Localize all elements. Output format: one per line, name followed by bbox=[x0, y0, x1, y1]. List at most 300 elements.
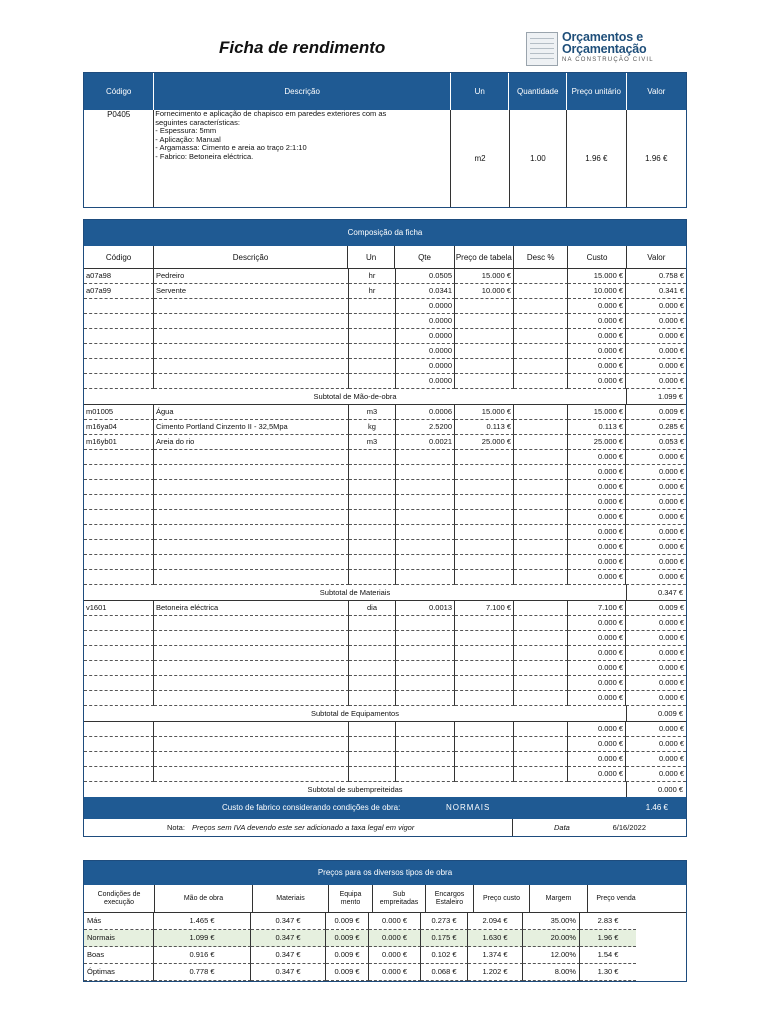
table-row bbox=[84, 661, 686, 676]
prices-cell: 8.00% bbox=[523, 964, 580, 981]
table-cell: dia bbox=[349, 601, 396, 616]
table-cell: 0.000 € bbox=[568, 344, 626, 359]
table-cell bbox=[455, 374, 514, 389]
prices-cell: 35.00% bbox=[523, 913, 580, 930]
table-row bbox=[84, 601, 686, 616]
table-cell: 0.000 € bbox=[568, 722, 626, 737]
table-row bbox=[84, 465, 686, 480]
prices-cell: 0.000 € bbox=[369, 930, 421, 947]
table-cell bbox=[455, 661, 514, 676]
prices-cell: Normais bbox=[84, 930, 154, 947]
table-cell bbox=[349, 646, 396, 661]
table-cell bbox=[514, 269, 568, 284]
logo-document-icon bbox=[526, 32, 558, 66]
col-un: Un bbox=[451, 73, 510, 110]
table-row bbox=[84, 299, 686, 314]
table-cell: 0.000 € bbox=[568, 737, 626, 752]
table-cell bbox=[349, 676, 396, 691]
item-un: m2 bbox=[451, 110, 509, 207]
table-cell: 0.000 € bbox=[568, 767, 626, 782]
table-cell bbox=[349, 752, 396, 767]
prices-cell: 0.009 € bbox=[326, 930, 369, 947]
table-cell bbox=[396, 631, 455, 646]
logo-text-2: Orçamentação bbox=[562, 42, 647, 56]
table-cell: 7.100 € bbox=[455, 601, 514, 616]
table-cell: Servente bbox=[154, 284, 349, 299]
table-row bbox=[84, 631, 686, 646]
prices-row bbox=[84, 947, 686, 964]
table-cell: 0.758 € bbox=[626, 269, 686, 284]
table-cell bbox=[455, 646, 514, 661]
date-value: 6/16/2022 bbox=[612, 823, 646, 832]
prices-cell: 0.009 € bbox=[326, 947, 369, 964]
table-cell: 0.000 € bbox=[568, 374, 626, 389]
table-cell bbox=[514, 737, 568, 752]
prices-cell: Boas bbox=[84, 947, 154, 964]
table-cell bbox=[396, 752, 455, 767]
equipment-rows bbox=[84, 601, 686, 706]
table-cell bbox=[514, 540, 568, 555]
table-cell bbox=[514, 450, 568, 465]
table-cell: 0.000 € bbox=[626, 525, 686, 540]
table-cell: 0.113 € bbox=[455, 420, 514, 435]
table-cell: 0.000 € bbox=[626, 661, 686, 676]
prices-header-cell: Mão de obra bbox=[155, 885, 253, 912]
prices-cell: 1.30 € bbox=[580, 964, 636, 981]
table-cell bbox=[514, 752, 568, 767]
table-cell bbox=[349, 299, 396, 314]
table-cell bbox=[84, 374, 154, 389]
table-cell bbox=[154, 329, 349, 344]
table-cell bbox=[84, 480, 154, 495]
table-cell: 0.0013 bbox=[396, 601, 455, 616]
table-cell bbox=[349, 631, 396, 646]
table-cell bbox=[514, 616, 568, 631]
prices-title: Preços para os diversos tipos de obra bbox=[84, 861, 686, 885]
table-row bbox=[84, 676, 686, 691]
subtotal-labor: Subtotal de Mão-de-obra 1.099 € bbox=[84, 389, 686, 405]
composition-title: Composição da ficha bbox=[84, 220, 686, 246]
table-cell bbox=[455, 752, 514, 767]
prices-cell: 1.374 € bbox=[468, 947, 523, 964]
table-row bbox=[84, 570, 686, 585]
table-cell bbox=[154, 465, 349, 480]
table-cell: m3 bbox=[349, 435, 396, 450]
table-cell bbox=[84, 616, 154, 631]
table-cell: 15.000 € bbox=[568, 269, 626, 284]
table-cell bbox=[349, 737, 396, 752]
table-cell bbox=[154, 691, 349, 706]
prices-cell: 1.202 € bbox=[468, 964, 523, 981]
table-row bbox=[84, 420, 686, 435]
table-cell bbox=[84, 752, 154, 767]
prices-row bbox=[84, 913, 686, 930]
table-cell: 0.000 € bbox=[626, 329, 686, 344]
table-cell: 0.0000 bbox=[396, 329, 455, 344]
table-cell bbox=[84, 299, 154, 314]
subtotal-materials: Subtotal de Materiais 0.347 € bbox=[84, 585, 686, 601]
table-cell: 0.341 € bbox=[626, 284, 686, 299]
table-cell bbox=[154, 661, 349, 676]
table-cell: 0.0021 bbox=[396, 435, 455, 450]
table-cell bbox=[84, 495, 154, 510]
table-cell: 0.000 € bbox=[568, 510, 626, 525]
table-cell bbox=[84, 570, 154, 585]
table-cell bbox=[514, 344, 568, 359]
table-row bbox=[84, 284, 686, 299]
table-cell bbox=[514, 601, 568, 616]
table-cell: a07a98 bbox=[84, 269, 154, 284]
prices-cell: 1.96 € bbox=[580, 930, 636, 947]
table-cell bbox=[84, 691, 154, 706]
table-cell: 0.000 € bbox=[626, 691, 686, 706]
table-cell bbox=[349, 767, 396, 782]
table-row bbox=[84, 359, 686, 374]
table-cell: 15.000 € bbox=[568, 405, 626, 420]
table-cell bbox=[84, 344, 154, 359]
table-cell bbox=[154, 510, 349, 525]
table-cell: 0.000 € bbox=[626, 722, 686, 737]
col-preco: Preço unitário bbox=[567, 73, 627, 110]
table-cell bbox=[514, 284, 568, 299]
table-cell bbox=[455, 767, 514, 782]
table-cell bbox=[154, 480, 349, 495]
table-cell bbox=[455, 450, 514, 465]
table-cell bbox=[396, 555, 455, 570]
table-cell bbox=[514, 691, 568, 706]
table-cell bbox=[396, 691, 455, 706]
table-cell bbox=[349, 540, 396, 555]
table-cell bbox=[514, 420, 568, 435]
item-descricao: Fornecimento e aplicação de chapisco em paredes exteriores com as seguintes características: - Espessura: 5mm - Aplicação: Manual - Argamassa: Cimento e areia ao traço 2:1:10 - Fabrico: Betoneira eléctrica. bbox=[154, 110, 451, 207]
table-cell: 0.000 € bbox=[626, 344, 686, 359]
page-title: Ficha de rendimento bbox=[219, 38, 386, 57]
prices-cell: 0.009 € bbox=[326, 964, 369, 981]
table-cell bbox=[514, 465, 568, 480]
table-cell bbox=[514, 525, 568, 540]
table-cell: 0.0000 bbox=[396, 359, 455, 374]
table-cell bbox=[455, 616, 514, 631]
table-cell bbox=[349, 555, 396, 570]
item-quantidade: 1.00 bbox=[510, 110, 567, 207]
table-cell bbox=[455, 570, 514, 585]
materials-rows bbox=[84, 405, 686, 585]
prices-cell: 2.83 € bbox=[580, 913, 636, 930]
table-cell bbox=[514, 510, 568, 525]
prices-cell: 0.916 € bbox=[154, 947, 251, 964]
table-cell bbox=[349, 450, 396, 465]
table-cell bbox=[396, 676, 455, 691]
table-cell: 0.000 € bbox=[568, 661, 626, 676]
table-cell bbox=[349, 359, 396, 374]
prices-table bbox=[83, 860, 687, 982]
prices-cell: 0.068 € bbox=[421, 964, 468, 981]
table-cell: m3 bbox=[349, 405, 396, 420]
prices-header-cell: Encargos Estaleiro bbox=[426, 885, 474, 912]
table-cell: 0.000 € bbox=[568, 359, 626, 374]
table-row bbox=[84, 435, 686, 450]
table-cell bbox=[154, 767, 349, 782]
table-cell bbox=[154, 359, 349, 374]
table-cell: 0.000 € bbox=[568, 480, 626, 495]
table-cell: 0.000 € bbox=[626, 495, 686, 510]
table-cell: 0.000 € bbox=[626, 646, 686, 661]
table-cell: 0.000 € bbox=[626, 359, 686, 374]
table-cell bbox=[455, 722, 514, 737]
prices-cell: Óptimas bbox=[84, 964, 154, 981]
table-cell: 0.0006 bbox=[396, 405, 455, 420]
table-row bbox=[84, 450, 686, 465]
col-valor: Valor bbox=[647, 87, 666, 96]
table-cell bbox=[349, 465, 396, 480]
table-cell bbox=[154, 570, 349, 585]
table-cell: 15.000 € bbox=[455, 269, 514, 284]
table-cell: 0.000 € bbox=[626, 752, 686, 767]
logo-text-3: NA CONSTRUÇÃO CIVIL bbox=[562, 57, 654, 63]
table-cell: m16ya04 bbox=[84, 420, 154, 435]
table-cell: 2.5200 bbox=[396, 420, 455, 435]
table-cell bbox=[514, 631, 568, 646]
prices-header bbox=[84, 885, 686, 913]
table-cell bbox=[396, 661, 455, 676]
prices-row bbox=[84, 964, 686, 981]
table-cell bbox=[514, 314, 568, 329]
table-cell bbox=[396, 767, 455, 782]
table-cell: 10.000 € bbox=[455, 284, 514, 299]
table-cell bbox=[84, 646, 154, 661]
table-cell bbox=[154, 495, 349, 510]
prices-cell: 0.273 € bbox=[421, 913, 468, 930]
table-cell bbox=[455, 359, 514, 374]
table-cell: 25.000 € bbox=[455, 435, 514, 450]
table-cell bbox=[396, 540, 455, 555]
table-row bbox=[84, 691, 686, 706]
table-cell: 0.000 € bbox=[626, 374, 686, 389]
prices-cell: 12.00% bbox=[523, 947, 580, 964]
table-row bbox=[84, 329, 686, 344]
table-cell bbox=[455, 465, 514, 480]
table-row bbox=[84, 405, 686, 420]
table-cell: 0.000 € bbox=[626, 631, 686, 646]
table-row bbox=[84, 737, 686, 752]
subtotal-subcontract: Subtotal de subempreiteidas 0.000 € bbox=[84, 782, 686, 797]
table-cell: 0.000 € bbox=[626, 570, 686, 585]
composition-table bbox=[83, 219, 687, 837]
table-cell bbox=[349, 510, 396, 525]
labor-rows bbox=[84, 269, 686, 389]
col-codigo: Código bbox=[84, 73, 154, 110]
table-cell: 0.000 € bbox=[568, 646, 626, 661]
table-row bbox=[84, 540, 686, 555]
table-cell bbox=[514, 480, 568, 495]
table-cell: 0.000 € bbox=[568, 676, 626, 691]
table-row bbox=[84, 374, 686, 389]
table-cell: 0.0000 bbox=[396, 344, 455, 359]
table-cell bbox=[154, 646, 349, 661]
table-cell bbox=[455, 314, 514, 329]
table-cell bbox=[84, 631, 154, 646]
subcontract-rows bbox=[84, 722, 686, 782]
table-cell: 0.000 € bbox=[626, 676, 686, 691]
table-cell bbox=[84, 555, 154, 570]
table-cell bbox=[514, 767, 568, 782]
composition-header: Código Descrição Un Qte Preço de tabela Desc % Custo Valor bbox=[84, 246, 686, 269]
table-cell bbox=[514, 676, 568, 691]
prices-cell: 0.347 € bbox=[251, 964, 326, 981]
table-cell bbox=[514, 495, 568, 510]
table-cell: 0.285 € bbox=[626, 420, 686, 435]
table-cell bbox=[396, 646, 455, 661]
table-row bbox=[84, 269, 686, 284]
prices-header-cell: Materiais bbox=[253, 885, 329, 912]
table-cell: 0.009 € bbox=[626, 405, 686, 420]
prices-cell: 0.000 € bbox=[369, 947, 421, 964]
table-cell bbox=[396, 495, 455, 510]
table-cell bbox=[84, 722, 154, 737]
table-cell bbox=[349, 495, 396, 510]
table-cell bbox=[514, 299, 568, 314]
table-cell bbox=[84, 450, 154, 465]
table-cell: 0.000 € bbox=[626, 450, 686, 465]
table-cell bbox=[514, 661, 568, 676]
table-cell bbox=[396, 480, 455, 495]
subtotal-equipment: Subtotal de Equipamentos 0.009 € bbox=[84, 706, 686, 722]
prices-header-cell: Preço custo bbox=[474, 885, 530, 912]
table-row bbox=[84, 314, 686, 329]
table-cell: 0.000 € bbox=[626, 299, 686, 314]
table-row bbox=[84, 344, 686, 359]
table-cell: hr bbox=[349, 284, 396, 299]
table-row bbox=[84, 616, 686, 631]
table-cell: 0.000 € bbox=[626, 314, 686, 329]
table-cell bbox=[514, 329, 568, 344]
prices-header-cell: Equipa mento bbox=[329, 885, 373, 912]
table-cell bbox=[396, 465, 455, 480]
table-cell bbox=[84, 540, 154, 555]
table-row bbox=[84, 555, 686, 570]
prices-cell: Más bbox=[84, 913, 154, 930]
table-cell bbox=[154, 525, 349, 540]
table-cell: 0.000 € bbox=[568, 314, 626, 329]
table-cell: 0.000 € bbox=[626, 465, 686, 480]
table-cell: Cimento Portland Cinzento II - 32,5Mpa bbox=[154, 420, 349, 435]
table-row bbox=[84, 752, 686, 767]
table-cell bbox=[455, 691, 514, 706]
prices-rows bbox=[84, 913, 686, 981]
prices-cell: 20.00% bbox=[523, 930, 580, 947]
table-cell bbox=[84, 314, 154, 329]
prices-cell: 1.630 € bbox=[468, 930, 523, 947]
table-row bbox=[84, 510, 686, 525]
condition-value: NORMAIS bbox=[446, 803, 491, 812]
table-cell bbox=[84, 767, 154, 782]
table-cell: Betoneira eléctrica bbox=[154, 601, 349, 616]
table-cell: 0.0341 bbox=[396, 284, 455, 299]
table-cell: 0.000 € bbox=[626, 540, 686, 555]
table-cell: 0.000 € bbox=[568, 329, 626, 344]
table-cell bbox=[154, 344, 349, 359]
table-cell bbox=[84, 676, 154, 691]
prices-header-cell: Sub empreitadas bbox=[373, 885, 426, 912]
table-cell bbox=[84, 737, 154, 752]
prices-header-cell: Preço venda bbox=[596, 894, 636, 902]
table-cell bbox=[349, 480, 396, 495]
table-cell bbox=[455, 344, 514, 359]
table-cell bbox=[396, 722, 455, 737]
table-cell bbox=[455, 555, 514, 570]
col-descricao: Descrição bbox=[154, 73, 451, 110]
table-cell: 0.0000 bbox=[396, 374, 455, 389]
table-cell: 0.000 € bbox=[568, 631, 626, 646]
table-cell bbox=[514, 374, 568, 389]
prices-cell: 0.778 € bbox=[154, 964, 251, 981]
table-cell bbox=[154, 314, 349, 329]
table-cell: Água bbox=[154, 405, 349, 420]
table-cell: 0.000 € bbox=[568, 616, 626, 631]
table-cell bbox=[154, 616, 349, 631]
table-cell bbox=[455, 540, 514, 555]
table-cell bbox=[455, 737, 514, 752]
prices-cell: 2.094 € bbox=[468, 913, 523, 930]
table-cell bbox=[349, 329, 396, 344]
table-row bbox=[84, 495, 686, 510]
table-cell bbox=[349, 525, 396, 540]
item-table bbox=[83, 72, 687, 208]
table-cell bbox=[349, 344, 396, 359]
table-cell: 0.000 € bbox=[626, 480, 686, 495]
table-cell bbox=[396, 616, 455, 631]
table-cell: 25.000 € bbox=[568, 435, 626, 450]
table-cell bbox=[349, 570, 396, 585]
table-cell: 0.000 € bbox=[626, 767, 686, 782]
table-cell bbox=[514, 570, 568, 585]
table-cell bbox=[154, 374, 349, 389]
prices-cell: 0.347 € bbox=[251, 913, 326, 930]
logo-text-1: Orçamentos e bbox=[562, 30, 643, 44]
table-cell: m16yb01 bbox=[84, 435, 154, 450]
table-cell: kg bbox=[349, 420, 396, 435]
prices-cell: 1.099 € bbox=[154, 930, 251, 947]
table-cell: 0.053 € bbox=[626, 435, 686, 450]
table-cell: 0.000 € bbox=[568, 691, 626, 706]
prices-cell: 0.347 € bbox=[251, 947, 326, 964]
table-cell bbox=[455, 631, 514, 646]
table-cell bbox=[396, 510, 455, 525]
table-cell bbox=[514, 435, 568, 450]
prices-cell: 1.465 € bbox=[154, 913, 251, 930]
table-cell: m01005 bbox=[84, 405, 154, 420]
table-cell bbox=[154, 737, 349, 752]
prices-header-cell: Condições de execução bbox=[84, 885, 155, 912]
table-cell bbox=[455, 510, 514, 525]
prices-cell: 0.175 € bbox=[421, 930, 468, 947]
prices-cell: 1.54 € bbox=[580, 947, 636, 964]
table-cell: 0.000 € bbox=[568, 299, 626, 314]
table-cell bbox=[396, 737, 455, 752]
company-logo bbox=[526, 30, 656, 70]
table-cell: hr bbox=[349, 269, 396, 284]
table-cell bbox=[455, 480, 514, 495]
table-cell bbox=[154, 676, 349, 691]
table-cell bbox=[154, 631, 349, 646]
table-cell bbox=[455, 676, 514, 691]
table-cell bbox=[349, 691, 396, 706]
table-cell bbox=[154, 555, 349, 570]
table-cell: 0.000 € bbox=[568, 495, 626, 510]
table-row bbox=[84, 767, 686, 782]
table-cell bbox=[154, 540, 349, 555]
table-cell: v1601 bbox=[84, 601, 154, 616]
